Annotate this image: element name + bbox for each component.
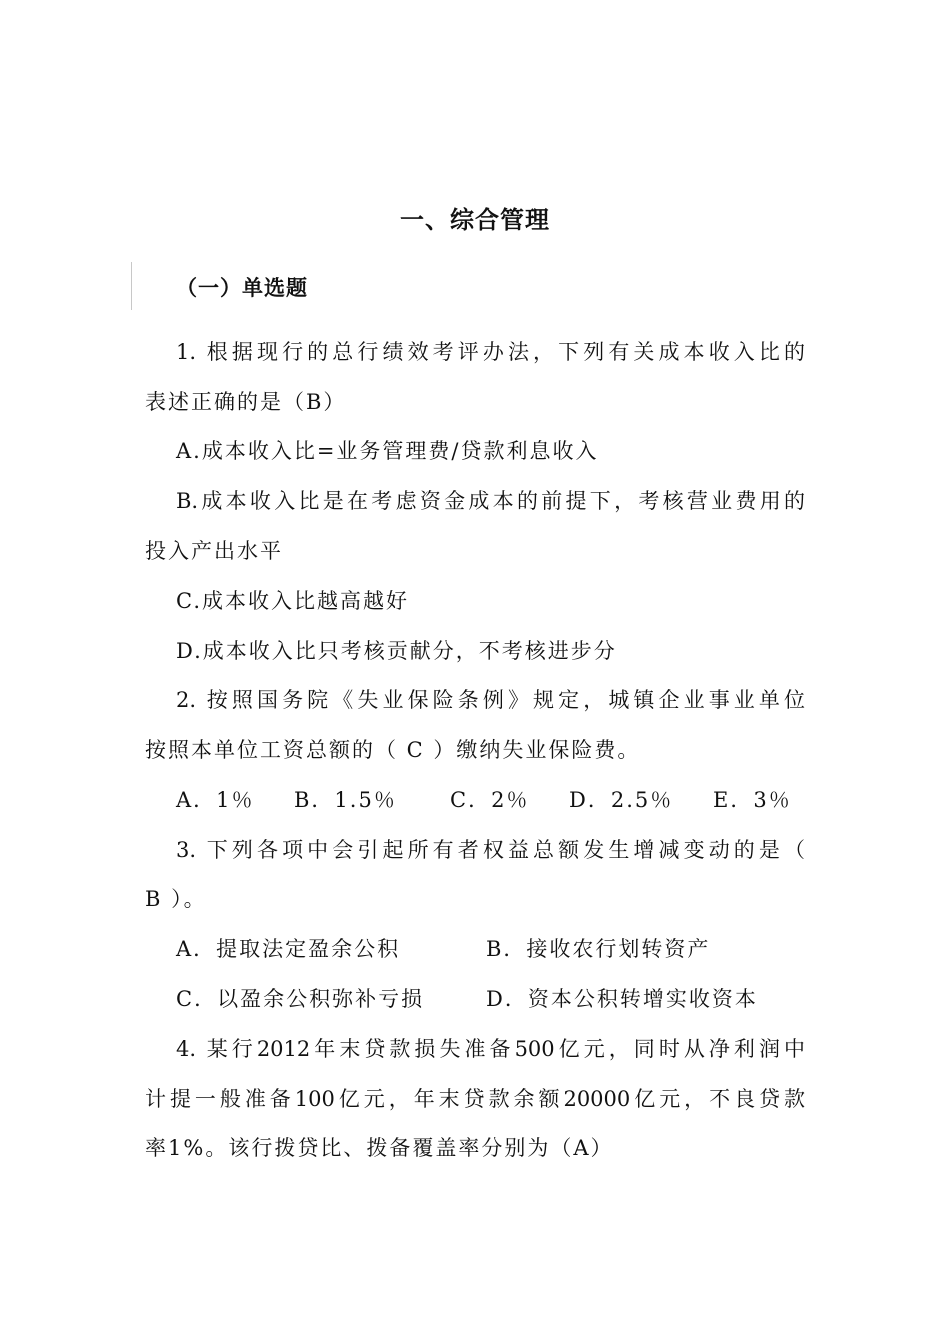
section-heading: （一）单选题 (176, 276, 308, 300)
question-3-text-line-2: B ）。 (145, 887, 207, 911)
question-3-option-b: B．接收农行划转资产 (486, 937, 711, 961)
question-1-option-a: A.成本收入比=业务管理费/贷款利息收入 (176, 439, 599, 463)
question-1-text-line-1: 1. 根据现行的总行绩效考评办法，下列有关成本收入比的 (176, 340, 805, 364)
margin-mark (131, 262, 132, 310)
question-2-option-d: D．2.5％ (569, 788, 674, 812)
question-1-option-d: D.成本收入比只考核贡献分，不考核进步分 (176, 639, 617, 663)
question-2-option-b: B．1.5％ (294, 788, 397, 812)
question-2-option-c: C．2％ (450, 788, 530, 812)
question-3-option-a: A．提取法定盈余公积 (176, 937, 401, 961)
question-3-option-c: C．以盈余公积弥补亏损 (176, 987, 425, 1011)
question-1-text-line-2: 表述正确的是（B） (145, 390, 347, 414)
question-2-text-line-2: 按照本单位工资总额的（ C ）缴纳失业保险费。 (145, 738, 641, 762)
question-1-option-b-line-2: 投入产出水平 (145, 539, 283, 563)
question-2-option-a: A．1％ (176, 788, 255, 812)
question-4-text-line-2: 计提一般准备100亿元，年末贷款余额20000亿元，不良贷款 (145, 1087, 805, 1111)
question-2-option-e: E．3％ (713, 788, 792, 812)
question-3-option-d: D．资本公积转增实收资本 (486, 987, 758, 1011)
question-4-text-line-1: 4. 某行2012年末贷款损失准备500亿元，同时从净利润中 (176, 1037, 805, 1061)
question-3-text-line-1: 3. 下列各项中会引起所有者权益总额发生增减变动的是（ (176, 838, 805, 862)
question-1-option-b-line-1: B.成本收入比是在考虑资金成本的前提下，考核营业费用的 (176, 489, 805, 513)
page-title: 一、综合管理 (400, 206, 550, 234)
question-2-text-line-1: 2. 按照国务院《失业保险条例》规定，城镇企业事业单位 (176, 688, 805, 712)
question-4-text-line-3: 率1%。该行拨贷比、拨备覆盖率分别为（A） (145, 1136, 614, 1160)
question-1-option-c: C.成本收入比越高越好 (176, 589, 409, 613)
